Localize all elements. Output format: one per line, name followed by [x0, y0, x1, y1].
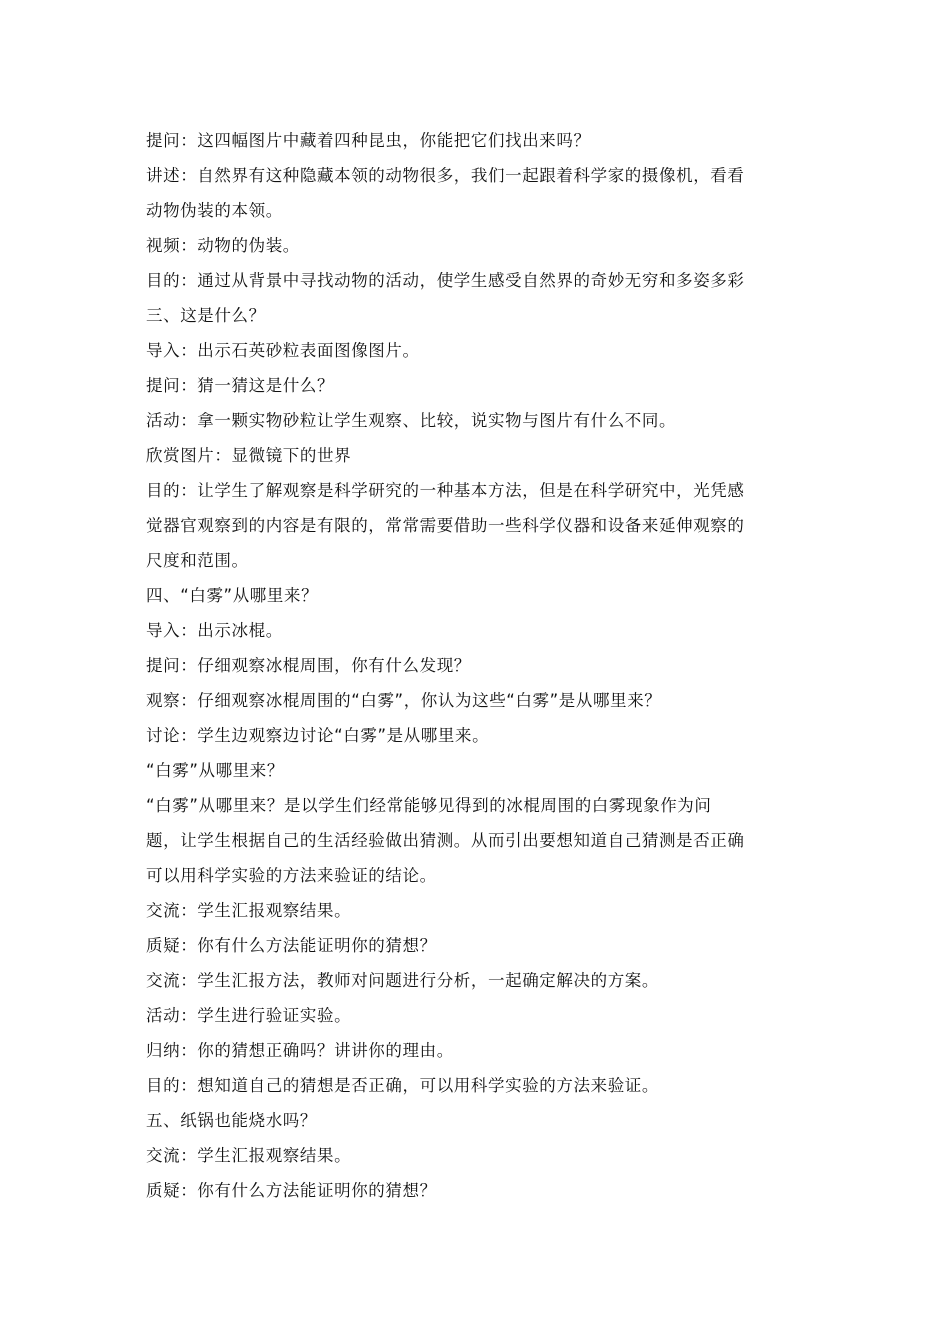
paragraph-line: 观察：仔细观察冰棍周围的“白雾”，你认为这些“白雾”是从哪里来？: [146, 691, 662, 710]
paragraph-line: 题，让学生根据自己的生活经验做出猜测。从而引出要想知道自己猜测是否正确: [146, 831, 745, 850]
paragraph-line: 活动：学生进行验证实验。: [146, 1006, 352, 1025]
document-body: [146, 123, 814, 1208]
paragraph-line: 目的：通过从背景中寻找动物的活动，使学生感受自然界的奇妙无穷和多姿多彩: [146, 271, 745, 290]
section-heading: 四、“白雾”从哪里来？: [146, 586, 319, 605]
paragraph-line: 交流：学生汇报观察结果。: [146, 1146, 352, 1165]
paragraph-line: 讲述：自然界有这种隐藏本领的动物很多，我们一起跟着科学家的摄像机，看看: [146, 166, 745, 185]
paragraph-line: 目的：想知道自己的猜想是否正确，可以用科学实验的方法来验证。: [146, 1076, 659, 1095]
section-heading: 三、这是什么？: [146, 306, 266, 325]
paragraph-line: 欣赏图片：显微镜下的世界: [146, 446, 352, 465]
paragraph-line: 归纳：你的猜想正确吗？讲讲你的理由。: [146, 1041, 454, 1060]
paragraph-line: 活动：拿一颗实物砂粒让学生观察、比较，说实物与图片有什么不同。: [146, 411, 677, 430]
paragraph-line: “白雾”从哪里来？: [146, 761, 284, 780]
paragraph-line: 导入：出示冰棍。: [146, 621, 283, 640]
section-heading: 五、纸锅也能烧水吗？: [146, 1111, 317, 1130]
paragraph-line: 动物伪装的本领。: [146, 201, 283, 220]
paragraph-line: “白雾”从哪里来？是以学生们经常能够见得到的冰棍周围的白雾现象作为问: [146, 796, 712, 815]
paragraph-line: 交流：学生汇报方法，教师对问题进行分析，一起确定解决的方案。: [146, 971, 659, 990]
paragraph-line: 讨论：学生边观察边讨论“白雾”是从哪里来。: [146, 726, 490, 745]
paragraph-line: 觉器官观察到的内容是有限的，常常需要借助一些科学仪器和设备来延伸观察的: [146, 516, 745, 535]
paragraph-line: 导入：出示石英砂粒表面图像图片。: [146, 341, 420, 360]
paragraph-line: 视频：动物的伪装。: [146, 236, 300, 255]
paragraph-line: 质疑：你有什么方法能证明你的猜想？: [146, 936, 437, 955]
paragraph-line: 尺度和范围。: [146, 551, 249, 570]
paragraph-line: 目的：让学生了解观察是科学研究的一种基本方法，但是在科学研究中，光凭感: [146, 481, 745, 500]
paragraph-line: 可以用科学实验的方法来验证的结论。: [146, 866, 437, 885]
paragraph-line: 提问：仔细观察冰棍周围，你有什么发现？: [146, 656, 471, 675]
paragraph-line: 质疑：你有什么方法能证明你的猜想？: [146, 1181, 437, 1200]
paragraph-line: 提问：猜一猜这是什么？: [146, 376, 335, 395]
paragraph-line: 交流：学生汇报观察结果。: [146, 901, 352, 920]
paragraph-line: 提问：这四幅图片中藏着四种昆虫，你能把它们找出来吗？: [146, 131, 591, 150]
